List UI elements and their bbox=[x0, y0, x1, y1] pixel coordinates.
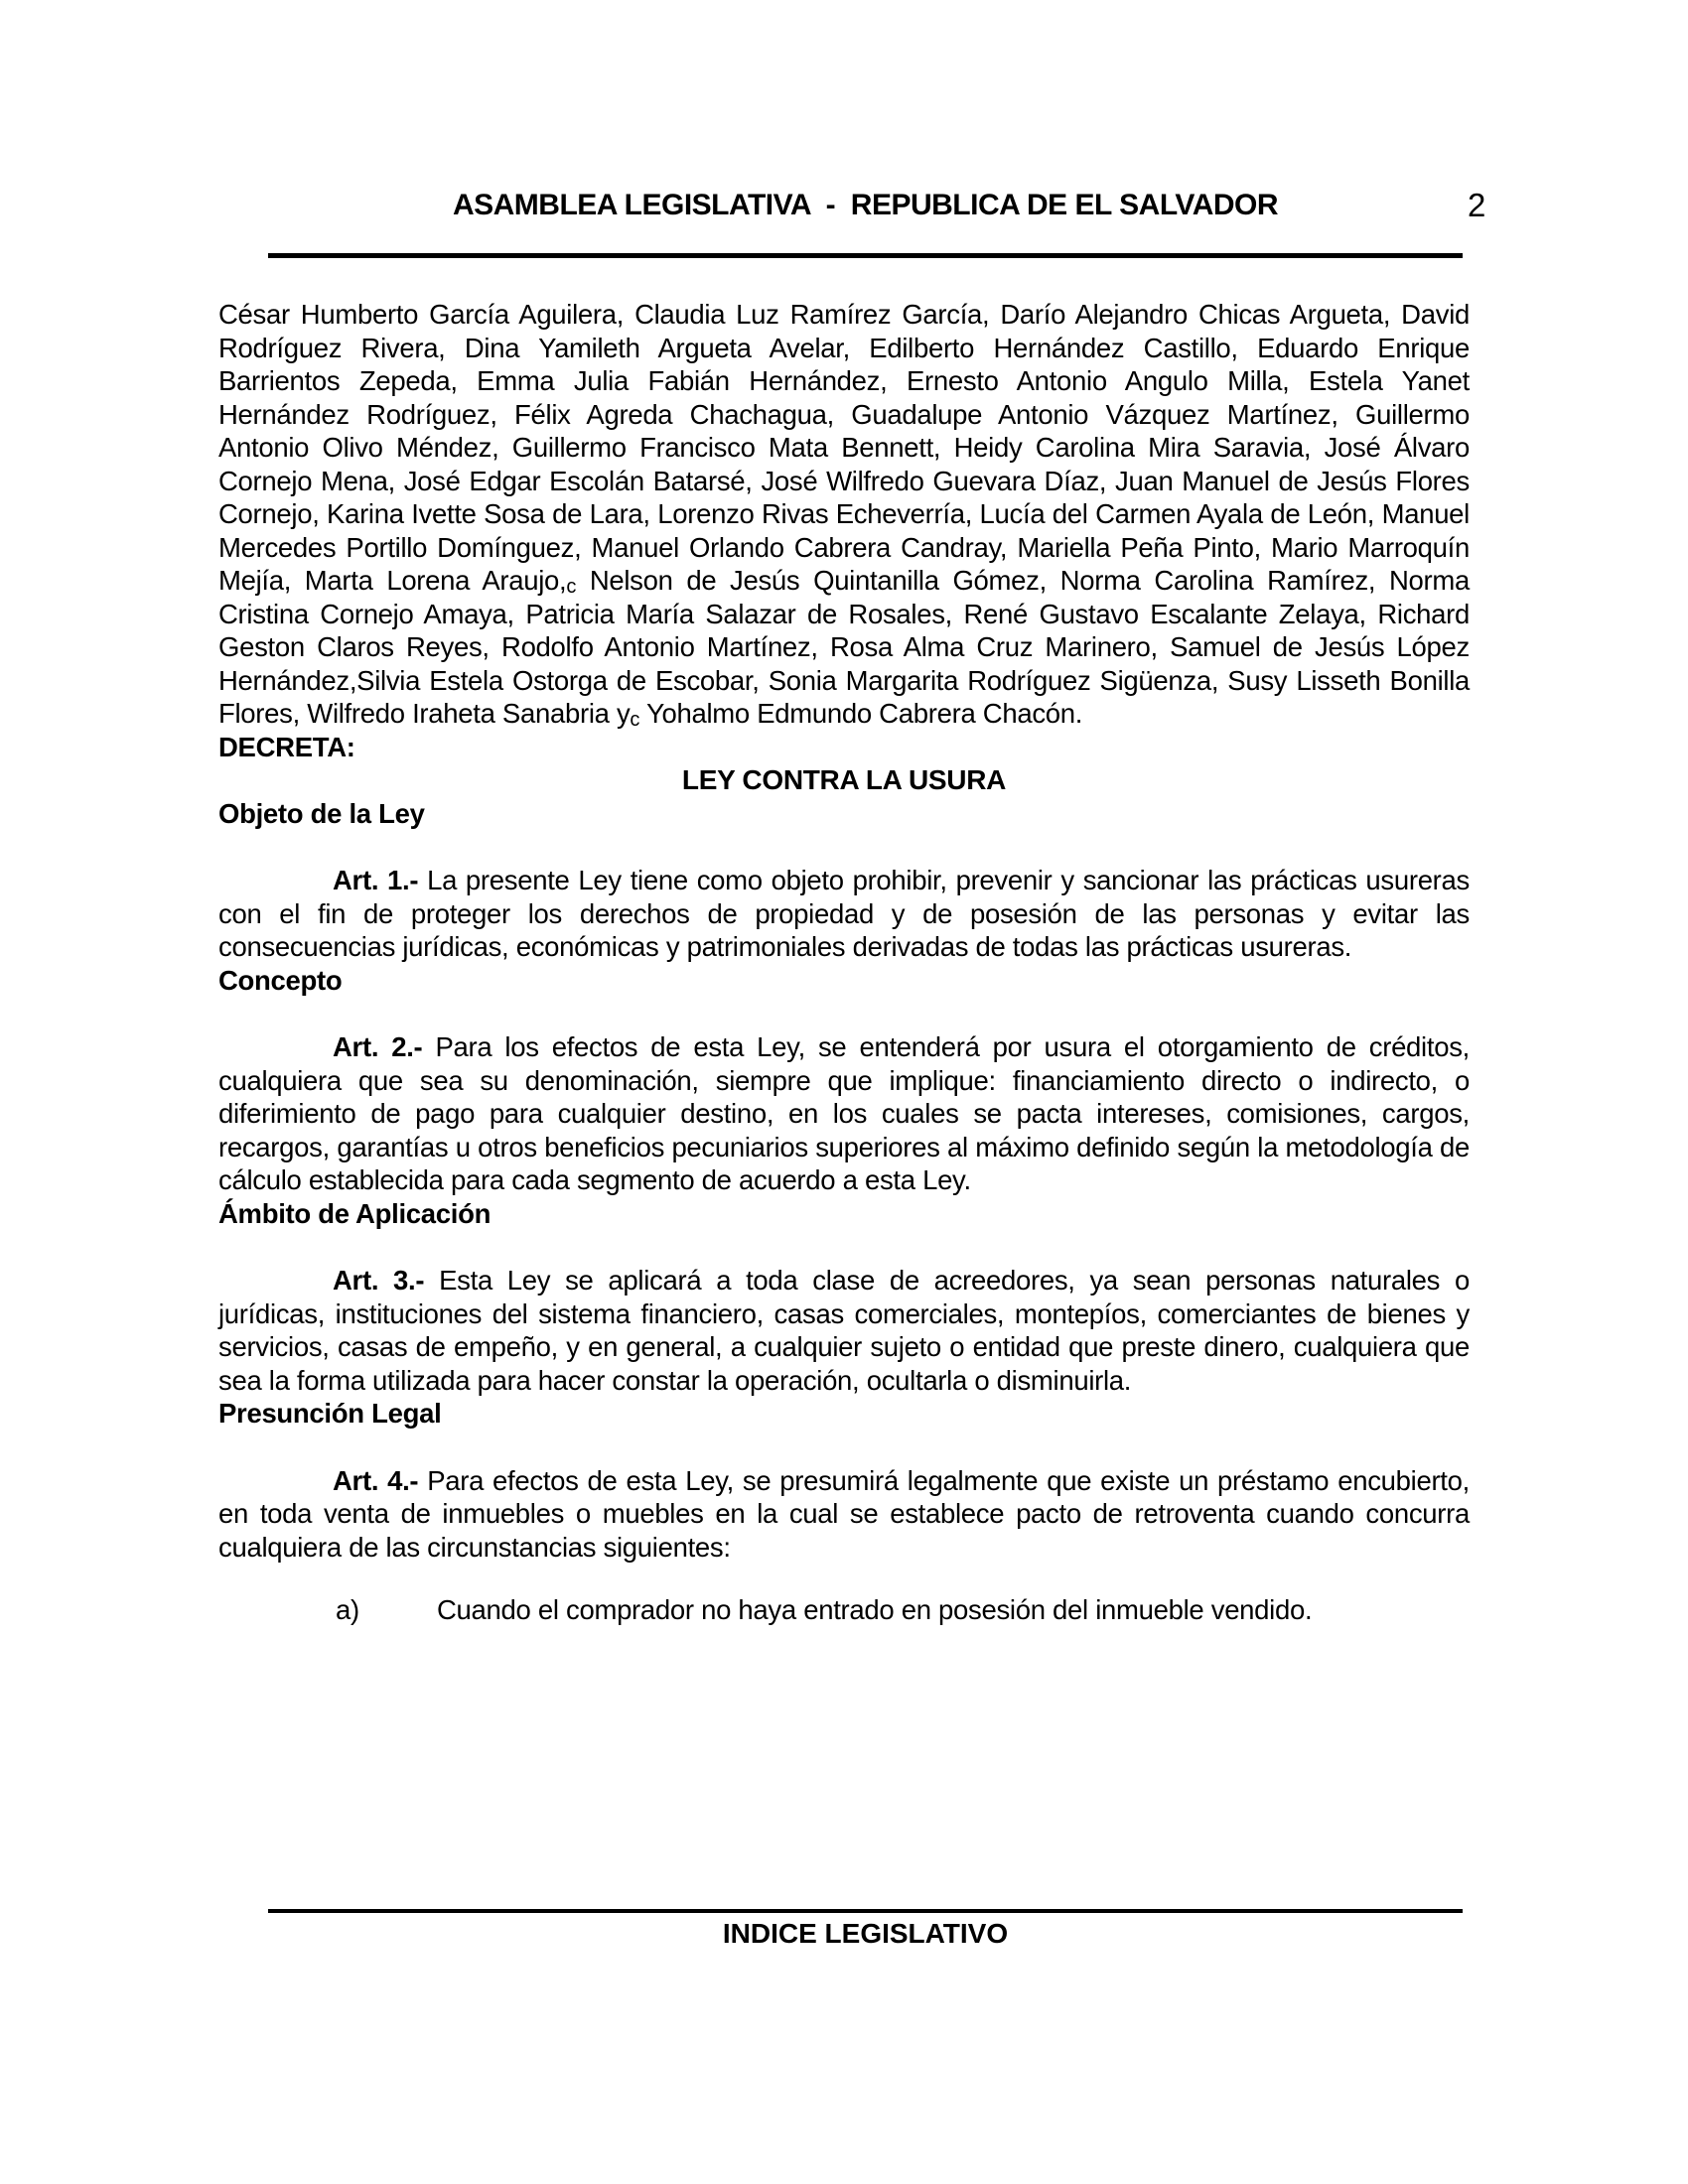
decreta-heading: DECRETA: bbox=[218, 731, 355, 762]
article-2-label: Art. 2.- bbox=[333, 1031, 423, 1062]
article-1-label: Art. 1.- bbox=[333, 865, 419, 895]
article-4-label: Art. 4.- bbox=[333, 1464, 419, 1496]
deputies-text-3: Yohalmo Edmundo Cabrera Chacón. bbox=[639, 698, 1083, 729]
article-1-text: La presente Ley tiene como objeto prohibir, prevenir y sancionar las prácticas usureras con el fin de proteger los derechos de propiedad y de posesión de las personas y evitar las consecuencias jurídicas, económicas y patrimoniales derivadas de todas las prácticas usureras. bbox=[218, 865, 1470, 962]
article-3-label: Art. 3.- bbox=[333, 1265, 425, 1296]
deputies-paragraph bbox=[218, 298, 1470, 731]
section-heading-objeto-de-la-ley: Objeto de la Ley bbox=[218, 797, 425, 829]
correction-marker-2: c bbox=[630, 709, 640, 731]
section-heading-concepto: Concepto bbox=[218, 964, 343, 996]
document-body bbox=[218, 298, 1470, 1627]
article-4-paragraph bbox=[218, 1464, 1470, 1565]
list-item-a-label: a) bbox=[336, 1594, 359, 1625]
list-item-a bbox=[218, 1593, 1470, 1627]
document-header bbox=[268, 189, 1463, 258]
section-heading-ambito-de-aplicacion: Ámbito de Aplicación bbox=[218, 1197, 492, 1229]
page-number: 2 bbox=[1468, 187, 1486, 223]
article-2-text: Para los efectos de esta Ley, se entenderá por usura el otorgamiento de créditos, cualquiera que sea su denominación, siempre que implique: financiamiento directo o indirecto, o diferimiento de pago para cualquier destino, en los cuales se pacta intereses, comisiones, cargos, recargos, garantías u otros beneficios pecuniarios superiores al máximo definido según la metodología de cálculo establecida para cada segmento de acuerdo a esta Ley. bbox=[218, 1031, 1470, 1195]
list-item-a-text: Cuando el comprador no haya entrado en posesión del inmueble vendido. bbox=[437, 1594, 1313, 1625]
footer-label: INDICE LEGISLATIVO bbox=[722, 1918, 1009, 1949]
section-heading-presuncion-legal: Presunción Legal bbox=[218, 1398, 442, 1429]
deputies-text-2: Nelson de Jesús Quintanilla Gómez, Norma Carolina Ramírez, Norma Cristina Cornejo Amaya, Patricia María Salazar de Rosales, René Gustavo Escalante Zelaya, Richard Geston Claros Reyes, Rodolfo Antonio Martínez, Rosa Alma Cruz Marinero, Samuel de Jesús López Hernández,Silvia Estela Ostorga de Escobar, Sonia Margarita Rodríguez Sigüenza, Susy Lisseth Bonilla Flores, Wilfredo Iraheta Sanabria y bbox=[218, 565, 1470, 729]
article-4-text: Para efectos de esta Ley, se presumirá legalmente que existe un préstamo encubierto, en toda venta de inmuebles o muebles en la cual se establece pacto de retroventa cuando concurra cualquiera de las circunstancias siguientes: bbox=[218, 1464, 1470, 1563]
deputies-text-1: César Humberto García Aguilera, Claudia Luz Ramírez García, Darío Alejandro Chicas Argueta, David Rodríguez Rivera, Dina Yamileth Argueta Avelar, Edilberto Hernández Castillo, Eduardo Enrique Barrientos Zepeda, Emma Julia Fabián Hernández, Ernesto Antonio Angulo Milla, Estela Yanet Hernández Rodríguez, Félix Agreda Chachagua, Guadalupe Antonio Vázquez Martínez, Guillermo Antonio Olivo Méndez, Guillermo Francisco Mata Bennett, Heidy Carolina Mira Saravia, José Álvaro Cornejo Mena, José Edgar Escolán Batarsé, José Wilfredo Guevara Díaz, Juan Manuel de Jesús Flores Cornejo, Karina Ivette Sosa de Lara, Lorenzo Rivas Echeverría, Lucía del Carmen Ayala de León, Manuel Mercedes Portillo Domínguez, Manuel Orlando Cabrera Candray, Mariella Peña Pinto, Mario Marroquín Mejía, Marta Lorena Araujo, bbox=[218, 299, 1470, 596]
correction-marker-1: c bbox=[566, 576, 577, 598]
article-2-paragraph bbox=[218, 1030, 1470, 1197]
article-1-paragraph bbox=[218, 864, 1470, 964]
article-3-paragraph bbox=[218, 1264, 1470, 1397]
header-title: ASAMBLEA LEGISLATIVA - REPUBLICA DE EL SALVADOR bbox=[452, 189, 1279, 221]
document-footer bbox=[268, 1909, 1463, 1950]
law-title: LEY CONTRA LA USURA bbox=[681, 764, 1007, 795]
article-3-text: Esta Ley se aplicará a toda clase de acreedores, ya sean personas naturales o jurídicas, instituciones del sistema financiero, casas comerciales, montepíos, comerciantes de bienes y servicios, casas de empeño, y en general, a cualquier sujeto o entidad que preste dinero, cualquiera que sea la forma utilizada para hacer constar la operación, ocultarla o disminuirla. bbox=[218, 1265, 1470, 1396]
